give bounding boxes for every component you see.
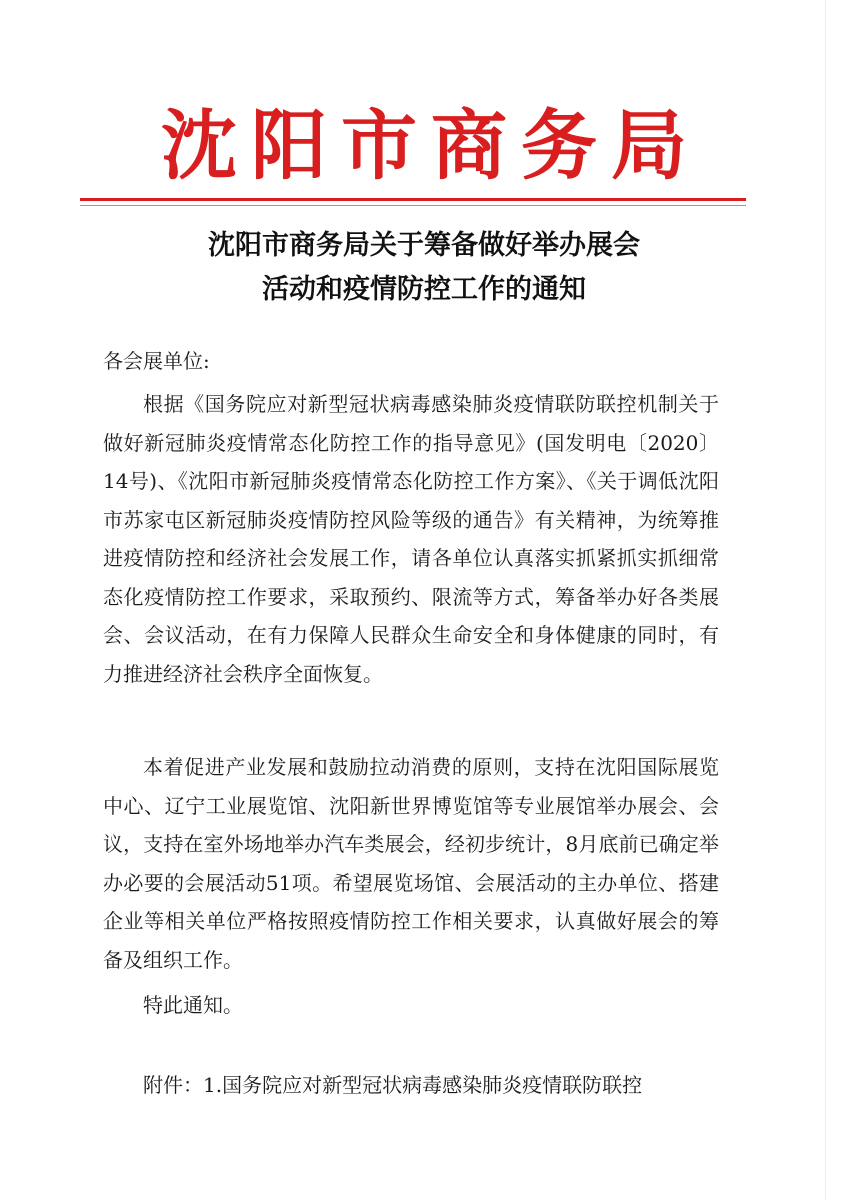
salutation: 各会展单位: [103,349,210,373]
document-title-line-2: 活动和疫情防控工作的通知 [262,274,586,305]
body-paragraph-1: 根据《国务院应对新型冠状病毒感染肺炎疫情联防联控机制关于做好新冠肺炎疫情常态化防控工作的指导意见》(国发明电〔2020〕14号)、《沈阳市新冠肺炎疫情常态化防控工作方案》、《关于调低沈阳市苏家屯区新冠肺炎疫情防控风险等级的通告》有关精神，为统筹推进疫情防控和经济社会发展工作，请各单位认真落实抓紧抓实抓细常态化疫情防控工作要求，采取预约、限流等方式，筹备举办好各类展会、会议活动，在有力保障人民群众生命安全和身体健康的同时，有力推进经济社会秩序全面恢复。 [103,392,719,686]
attachment-line: 附件：1.国务院应对新型冠状病毒感染肺炎疫情联防联控 [143,1073,643,1097]
letterhead-red-rule-thin [80,205,746,206]
document-title [0,224,848,312]
letterhead-org-name: 沈阳市商务局 [161,101,701,190]
body-paragraph-2: 本着促进产业发展和鼓励拉动消费的原则，支持在沈阳国际展览中心、辽宁工业展览馆、沈阳新世界博览馆等专业展馆举办展会、会议，支持在室外场地举办汽车类展会，经初步统计，8月底前已确定举办必要的会展活动51项。希望展览场馆、会展活动的主办单位、搭建企业等相关单位严格按照疫情防控工作相关要求，认真做好展会的筹备及组织工作。 [103,755,719,972]
letterhead-red-rule [80,198,746,201]
closing-line: 特此通知。 [143,993,243,1017]
document-title-line-1: 沈阳市商务局关于筹备做好举办展会 [208,230,640,261]
